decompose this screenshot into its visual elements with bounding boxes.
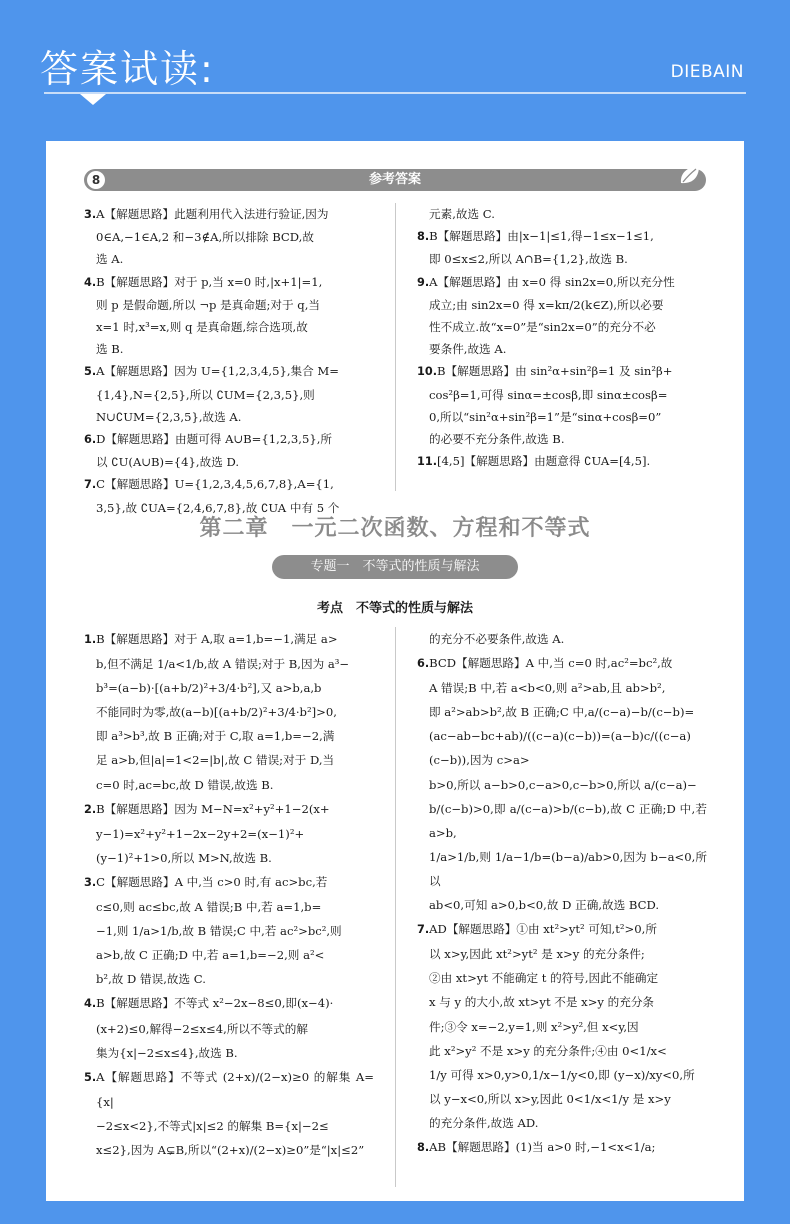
answer-text: 集为{x|−2≤x≤4},故选 B. (96, 1045, 238, 1060)
answer-line (417, 724, 707, 772)
answer-line (84, 248, 374, 270)
answer-item (417, 360, 707, 450)
answer-text: 3,5},故 ∁UA={2,4,6,7,8},故 ∁UA 中有 5 个 (96, 500, 340, 515)
answer-number: 7. (417, 923, 430, 937)
answer-line (84, 748, 374, 772)
answer-line (84, 316, 374, 338)
column-divider-top (395, 203, 396, 491)
answer-text: 件;③令 x=−2,y=1,则 x²>y²,但 x<y,因 (429, 1019, 639, 1034)
answer-item (417, 203, 707, 225)
answer-text: (y−1)²+1>0,所以 M>N,故选 B. (96, 850, 272, 865)
answer-line (84, 700, 374, 724)
answer-line (417, 1087, 707, 1111)
answer-line (84, 226, 374, 248)
top-left-column (84, 203, 374, 519)
answer-line (84, 724, 374, 748)
answer-line (84, 1114, 374, 1138)
answer-line (84, 870, 374, 895)
page-header-title: 答案试读: (40, 47, 215, 91)
answer-text: (x+2)≤0,解得−2≤x≤4,所以不等式的解 (96, 1021, 308, 1036)
answer-text: 以 x>y,因此 xt²>yt² 是 x>y 的充分条件; (429, 947, 645, 962)
answer-text: cos²β=1,可得 sinα=±cosβ,即 sinα±cosβ= (429, 387, 668, 402)
answer-line (84, 991, 374, 1016)
answer-item (84, 1065, 374, 1162)
answer-text: b²,故 D 错误,故选 C. (96, 972, 206, 987)
answer-item (417, 651, 707, 917)
answer-item (84, 360, 374, 428)
answer-line (417, 450, 707, 473)
answer-number: 8. (417, 1140, 430, 1154)
answer-line (417, 225, 707, 248)
answer-line (417, 1135, 707, 1160)
answer-line (84, 676, 374, 700)
answer-number: 9. (417, 275, 430, 289)
bottom-left-column (84, 627, 374, 1162)
leaf-icon (676, 162, 704, 190)
answer-text: x=1 时,x³=x,则 q 是真命题,综合选项,故 (96, 320, 308, 335)
answer-text: b³=(a−b)·[(a+b/2)²+3/4·b²],又 a>b,a,b (96, 681, 322, 696)
answer-item (84, 797, 374, 870)
answer-line (84, 1065, 374, 1114)
answer-text: 选 B. (96, 342, 124, 357)
answer-line (417, 990, 707, 1014)
answer-line (417, 248, 707, 270)
answer-line (84, 1041, 374, 1065)
answer-text: N∪∁UM={2,3,5},故选 A. (96, 409, 242, 424)
answer-text: b>0,所以 a−b>0,c−a>0,c−b>0,所以 a/(c−a)− (429, 777, 697, 792)
answer-text: C【解题思路】U={1,2,3,4,5,6,7,8},A={1, (96, 477, 334, 492)
answer-line (417, 316, 707, 338)
answer-line (417, 1039, 707, 1063)
answer-item (417, 627, 707, 651)
answer-text: 即 a³>b³,故 B 正确;对于 C,取 a=1,b=−2,满 (96, 729, 335, 744)
answer-item (417, 917, 707, 1135)
answer-text: B【解题思路】对于 p,当 x=0 时,|x+1|=1, (96, 274, 323, 289)
top-right-column (417, 203, 707, 473)
answer-line (84, 895, 374, 919)
answer-text: c≤0,则 ac≤bc,故 A 错误;B 中,若 a=1,b= (96, 900, 322, 915)
answer-text: ab<0,可知 a>0,b<0,故 D 正确,故选 BCD. (429, 898, 660, 913)
answer-line (417, 627, 707, 651)
answer-text: C【解题思路】A 中,当 c>0 时,有 ac>bc,若 (96, 874, 328, 889)
answer-line (84, 360, 374, 383)
answer-text: 1/y 可得 x>0,y>0,1/x−1/y<0,即 (y−x)/xy<0,所 (429, 1067, 695, 1082)
answer-line (84, 294, 374, 316)
answer-item (84, 203, 374, 271)
answer-line (417, 845, 707, 893)
answer-line (417, 676, 707, 700)
answer-line (417, 797, 707, 845)
answer-text: c=0 时,ac=bc,故 D 错误,故选 B. (96, 777, 274, 792)
answer-number: 2. (84, 802, 97, 816)
answer-number: 5. (84, 1070, 97, 1084)
answer-line (417, 428, 707, 450)
answer-line (84, 1138, 374, 1162)
answer-number: 6. (417, 657, 430, 671)
answer-line (84, 473, 374, 496)
answer-text: 即 0≤x≤2,所以 A∩B={1,2},故选 B. (429, 252, 628, 267)
answer-text: AB【解题思路】(1)当 a>0 时,−1<x<1/a; (429, 1139, 656, 1154)
answer-text: x 与 y 的大小,故 xt>yt 不是 x>y 的充分条 (429, 995, 655, 1010)
answer-text: 0,所以“sin²α+sin²β=1”是“sinα+cosβ=0” (429, 409, 662, 424)
answer-line (417, 406, 707, 428)
answer-sheet (46, 141, 744, 1201)
answer-line (84, 846, 374, 870)
answer-line (417, 203, 707, 225)
answer-text: 的必要不充分条件,故选 B. (429, 432, 565, 447)
answer-text: 即 a²>ab>b²,故 B 正确;C 中,a/(c−a)−b/(c−b)= (429, 705, 695, 720)
answer-line (417, 651, 707, 676)
answer-line (84, 919, 374, 943)
answer-line (417, 1111, 707, 1135)
answer-text: D【解题思路】由题可得 A∪B={1,2,3,5},所 (96, 432, 332, 447)
answer-line (417, 893, 707, 917)
answer-text: 以 y−x<0,所以 x>y,因此 0<1/x<1/y 是 x>y (429, 1091, 671, 1106)
answer-text: A【解题思路】此题利用代入法进行验证,因为 (96, 207, 329, 221)
answer-text: b,但不满足 1/a<1/b,故 A 错误;对于 B,因为 a³− (96, 657, 350, 672)
answer-line (84, 773, 374, 797)
answer-text: A【解题思路】由 x=0 得 sin2x=0,所以充分性 (429, 274, 675, 289)
answer-line (417, 773, 707, 797)
answer-text: [4,5]【解题思路】由题意得 ∁UA=[4,5]. (437, 454, 651, 469)
answer-number: 8. (417, 230, 430, 244)
answer-line (84, 271, 374, 294)
answer-line (84, 451, 374, 473)
answer-text: b/(c−b)>0,即 a/(c−a)>b/(c−b),故 C 正确;D 中,若 a>b, (429, 801, 707, 840)
answer-text: 的充分条件,故选 AD. (429, 1115, 539, 1130)
answer-line (84, 406, 374, 428)
answer-number: 6. (84, 433, 97, 447)
answer-line (84, 384, 374, 406)
answer-line (417, 360, 707, 383)
kaodian-title: 考点 不等式的性质与解法 (316, 601, 473, 616)
answer-text: A【解题思路】因为 U={1,2,3,4,5},集合 M= (96, 364, 339, 379)
answer-text: 元素,故选 C. (429, 207, 495, 221)
answer-text: 要条件,故选 A. (429, 342, 507, 357)
answer-text: −1,则 1/a>1/b,故 B 错误;C 中,若 ac²>bc²,则 (96, 924, 342, 939)
answer-text: 选 A. (96, 252, 124, 267)
answer-number: 4. (84, 997, 97, 1011)
answer-line (417, 966, 707, 990)
answer-number: 11. (417, 455, 438, 469)
answer-line (417, 942, 707, 966)
answer-line (84, 627, 374, 652)
answer-number: 7. (84, 478, 97, 492)
answer-text: x≤2},因为 A⊊B,所以“(2+x)/(2−x)≥0”是“|x|≤2” (96, 1142, 365, 1157)
answer-line (84, 428, 374, 451)
answer-text: A 错误;B 中,若 a<b<0,则 a²>ab,且 ab>b², (429, 681, 666, 696)
answer-item (84, 627, 374, 797)
topic-pill: 专题一 不等式的性质与解法 (272, 555, 518, 579)
answer-item (84, 870, 374, 991)
answer-text: (ac−ab−bc+ab)/((c−a)(c−b))=(a−b)c/((c−a)(c−b)),因为 c>a> (429, 729, 691, 768)
answer-text: B【解题思路】不等式 x²−2x−8≤0,即(x−4)· (96, 996, 334, 1011)
answer-text: y−1)=x²+y²+1−2x−2y+2=(x−1)²+ (96, 826, 305, 841)
answer-text: 足 a>b,但|a|=1<2=|b|,故 C 错误;对于 D,当 (96, 753, 335, 768)
answer-text: −2≤x<2},不等式|x|≤2 的解集 B={x|−2≤ (96, 1118, 329, 1133)
answer-text: B【解题思路】由 sin²α+sin²β=1 及 sin²β+ (437, 364, 673, 379)
answer-line (417, 271, 707, 294)
answer-text: 的充分不必要条件,故选 A. (429, 632, 565, 646)
answer-text: 不能同时为零,故(a−b)[(a+b/2)²+3/4·b²]>0, (96, 705, 337, 720)
answer-number: 1. (84, 633, 97, 646)
header-pointer-icon (80, 94, 106, 105)
answer-text: B【解题思路】对于 A,取 a=1,b=−1,满足 a> (96, 632, 338, 646)
answer-line (417, 700, 707, 724)
brand-name: DIEBAIN (670, 62, 744, 82)
answer-line (417, 1015, 707, 1039)
answer-item (417, 450, 707, 473)
answer-line (84, 203, 374, 226)
answer-text: 成立;由 sin2x=0 得 x=kπ/2(k∈Z),所以必要 (429, 297, 664, 312)
answer-line (417, 384, 707, 406)
answer-line (84, 967, 374, 991)
bottom-right-column (417, 627, 707, 1160)
answer-text: ②由 xt>yt 不能确定 t 的符号,因此不能确定 (429, 971, 659, 986)
answer-text: 则 p 是假命题,所以 ¬p 是真命题;对于 q,当 (96, 297, 320, 312)
answer-text: BCD【解题思路】A 中,当 c=0 时,ac²=bc²,故 (429, 656, 673, 671)
page-number: 8 (87, 171, 105, 189)
page-section-title: 参考答案 (368, 172, 421, 187)
answer-number: 10. (417, 365, 438, 379)
answer-line (417, 294, 707, 316)
answer-text: a>b,故 C 正确;D 中,若 a=1,b=−2,则 a²< (96, 948, 325, 963)
answer-item (84, 271, 374, 361)
answer-text: 0∈A,−1∈A,2 和−3∉A,所以排除 BCD,故 (96, 230, 314, 245)
answer-line (84, 943, 374, 967)
column-divider-bottom (395, 627, 396, 1187)
answer-item (417, 271, 707, 361)
answer-text: 1/a>1/b,则 1/a−1/b=(b−a)/ab>0,因为 b−a<0,所以 (429, 849, 707, 888)
answer-line (84, 652, 374, 676)
answer-item (417, 225, 707, 270)
answer-number: 3. (84, 208, 97, 221)
header-divider (44, 92, 746, 94)
answer-item (84, 428, 374, 473)
answer-number: 3. (84, 875, 97, 889)
page-header-bar (84, 169, 706, 191)
answer-text: B【解题思路】由|x−1|≤1,得−1≤x−1≤1, (429, 229, 654, 244)
answer-text: AD【解题思路】①由 xt²>yt² 可知,t²>0,所 (429, 922, 657, 937)
answer-line (84, 1017, 374, 1041)
answer-line (417, 338, 707, 360)
answer-item (417, 1135, 707, 1160)
answer-line (417, 1063, 707, 1087)
answer-text: 以 ∁U(A∪B)={4},故选 D. (96, 455, 240, 470)
chapter-title: 第二章 一元二次函数、方程和不等式 (199, 516, 591, 541)
answer-text: 性不成立.故“x=0”是“sin2x=0”的充分不必 (429, 320, 656, 335)
answer-text: 此 x²>y² 不是 x>y 的充分条件;④由 0<1/x< (429, 1043, 667, 1058)
answer-item (84, 991, 374, 1064)
answer-text: A【解题思路】不等式 (2+x)/(2−x)≥0 的解集 A={x| (96, 1069, 374, 1109)
answer-number: 5. (84, 365, 97, 379)
answer-line (84, 797, 374, 822)
answer-line (84, 822, 374, 846)
answer-line (417, 917, 707, 942)
answer-text: {1,4},N={2,5},所以 ∁UM={2,3,5},则 (96, 387, 315, 402)
answer-number: 4. (84, 275, 97, 289)
answer-line (84, 338, 374, 360)
answer-text: B【解题思路】因为 M−N=x²+y²+1−2(x+ (96, 801, 330, 816)
